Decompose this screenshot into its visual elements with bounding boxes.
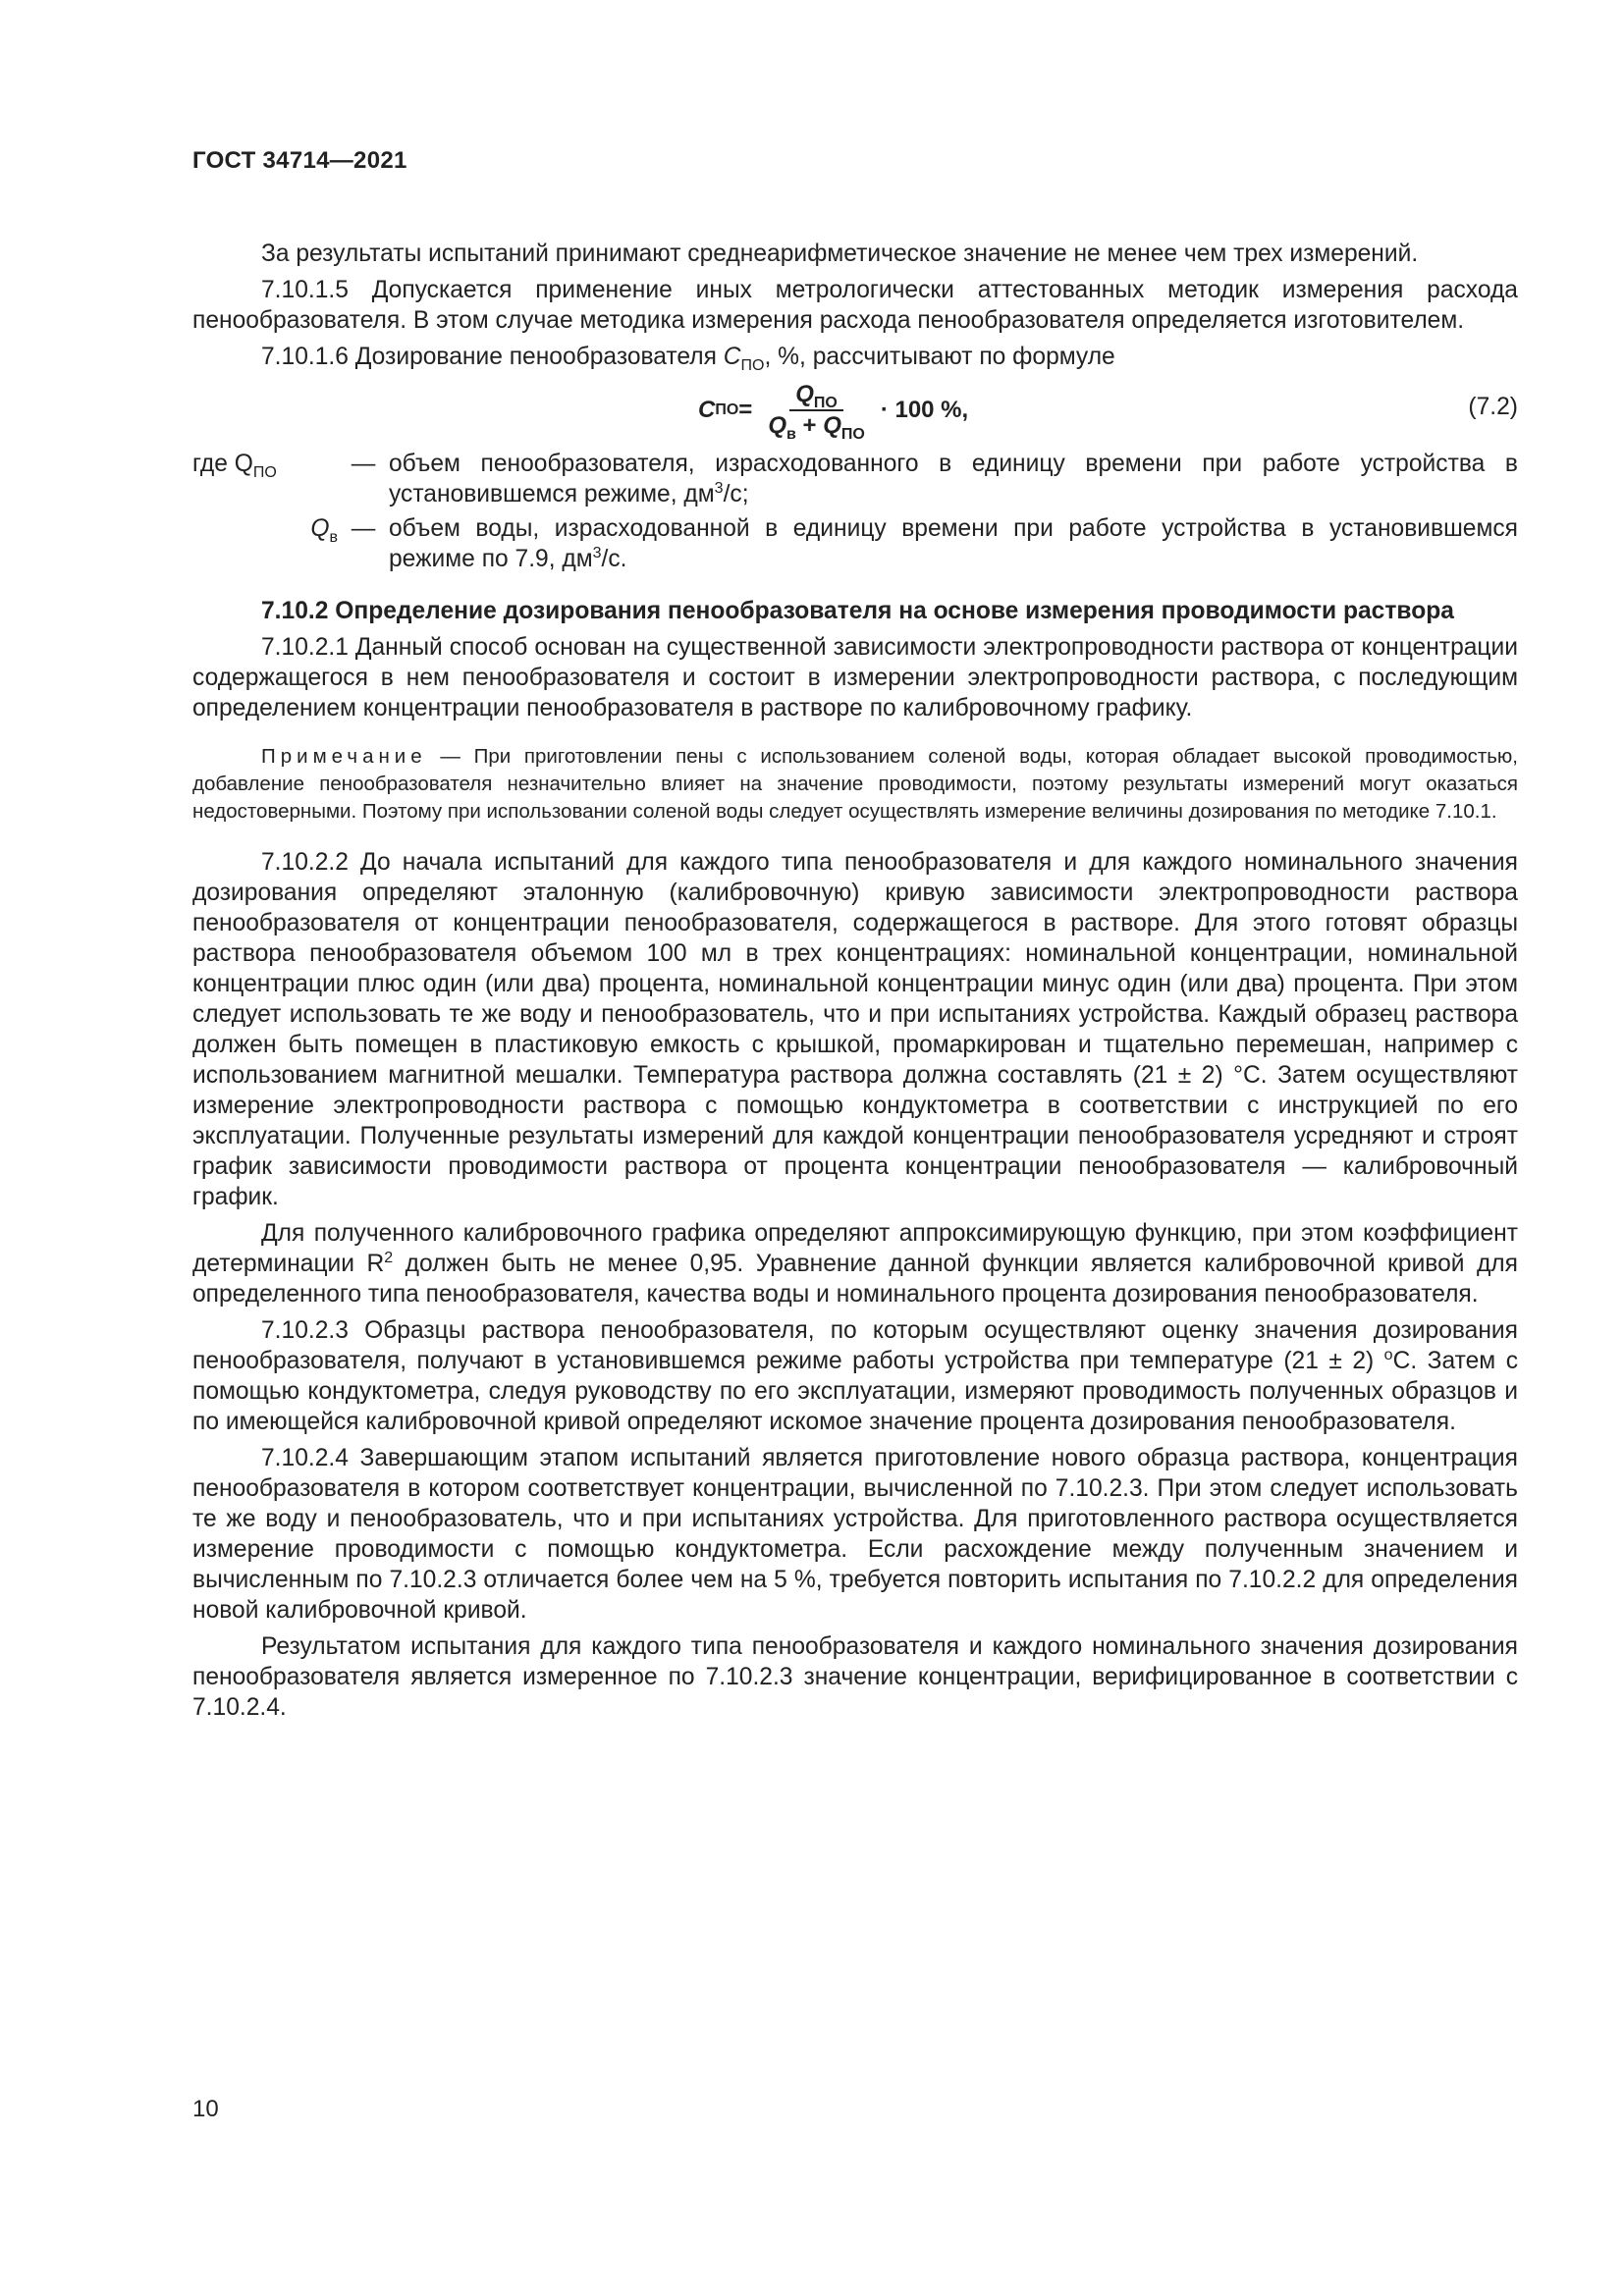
formula-numerator: $Q_{ПО}$ [789, 381, 843, 411]
paragraph-7-10-1-5: 7.10.1.5 Допускается применение иных метрологически аттестованных методик измерения расхода пенообразователя. В этом случае методика измерения расхода пенообразователя определяется изготовителем. [192, 277, 1518, 334]
paragraph-7-10-2-2: 7.10.2.2 До начала испытаний для каждого типа пенообразователя и для каждого номинального значения дозирования определяют эталонную (калибровочную) кривую зависимости электропроводности раствора пенообразователя от концентрации пенообразователя, содержащегося в растворе. Для этого готовят образцы раствора пенообразователя объемом 100 мл в трех концентрациях: номинальной концентрации, номинальной концентрации плюс один (или два) процента, номинальной концентрации минус один (или два) процента. При этом следует использовать те же воду и пенообразователь, что и при испытаниях устройства. Каждый образец раствора должен быть помещен в пластиковую емкость с крышкой, промаркирован и тщательно перемешан, например с использованием магнитной мешалки. Температура раствора должна составлять (21 ± 2) °С. Затем осуществляют измерение электропроводности раствора с помощью кондуктометра в соответствии с инструкцией по его эксплуатации. Полученные результаты измерений для каждой концентрации пенообразователя усредняют и строят график зависимости проводимости раствора от процента концентрации пенообразователя — калибровочный график. [192, 849, 1518, 1210]
note: Примечание — При приготовлении пены с использованием соленой воды, которая обладает высокой проводимостью, добавление пенообразователя незначительно влияет на значение проводимости, поэтому результаты измерений могут оказаться недостоверными. Поэтому при использовании соленой воды следует осуществлять измерение величины дозирования по методике 7.10.1. [192, 745, 1518, 823]
formula-denominator: $Q_в + Q_{ПО}$ [768, 412, 865, 443]
page-number: 10 [192, 2096, 219, 2122]
paragraph-7-10-1-6: 7.10.1.6 Дозирование пенообразователя $С_{ПО}$, %, рассчитывают по формуле [261, 344, 1115, 374]
paragraph-7-10-2-3: 7.10.2.3 Образцы раствора пенообразователя, по которым осуществляют оценку значения дозирования пенообразователя, получают в установившемся режиме работы устройства при температуре (21 ± 2) $^о$С. Затем с помощью кондуктометра, следуя руководству по его эксплуатации, измеряют проводимость полученных образцов и по имеющейся калибровочной кривой определяют искомое значение процента дозирования пенообразователя. [192, 1317, 1518, 1435]
paragraph-approximation: Для полученного калибровочного графика определяют аппроксимирующую функцию, при этом коэффициент детерминации $R^2$ должен быть не менее 0,95. Уравнение данной функции является калибровочной кривой для определенного типа пенообразователя, качества воды и номинального процента дозирования пенообразователя. [192, 1220, 1518, 1308]
formula-number: (7.2) [1468, 394, 1518, 420]
paragraph-result: Результатом испытания для каждого типа пенообразователя и каждого номинального значения дозирования пенообразователя является измеренное по 7.10.2.3 значение концентрации, верифицированное в соответствии с 7.10.2.4. [192, 1633, 1518, 1721]
formula-7-2 [192, 378, 1518, 443]
formula-fraction [762, 381, 871, 443]
paragraph-averaging: За результаты испытаний принимают среднеарифметическое значение не менее чем трех измерений. [261, 240, 1419, 267]
document-page [192, 147, 1518, 1729]
note-label: Примечание [261, 745, 427, 768]
document-header: ГОСТ 34714—2021 [192, 147, 407, 174]
where-item-qv: $Q_в$ — объем воды, израсходованной в единицу времени при работе устройства в установившемся режиме по 7.9, $дм^3/с$. [310, 515, 1518, 572]
section-heading-7-10-2: 7.10.2 Определение дозирования пенообразователя на основе измерения проводимости раствора [261, 598, 1454, 624]
formula-expression: С ПО = $\frac{Q_{ПО}}{Q_в + Q_{ПО}}$ · 100 %, [698, 381, 969, 443]
paragraph-7-10-2-4: 7.10.2.4 Завершающим этапом испытаний является приготовление нового образца раствора, концентрация пенообразователя в котором соответствует концентрации, вычисленной по 7.10.2.3. При этом следует использовать те же воду и пенообразователь, что и при испытаниях устройства. Для приготовленного раствора осуществляется измерение проводимости с помощью кондуктометра. Если расхождение между полученным значением и вычисленным по 7.10.2.3 отличается более чем на 5 %, требуется повторить испытания по 7.10.2.2 для определения новой калибровочной кривой. [192, 1445, 1518, 1624]
where-item-qpo: где $Q_{ПО}$ — объем пенообразователя, израсходованного в единицу времени при работе устройства в установившемся режиме, $дм^3/с$; [192, 451, 1518, 507]
paragraph-7-10-2-1: 7.10.2.1 Данный способ основан на существенной зависимости электропроводности раствора от концентрации содержащегося в нем пенообразователя и состоит в измерении электропроводности раствора, с последующим определением концентрации пенообразователя в растворе по калибровочному графику. [192, 634, 1518, 721]
